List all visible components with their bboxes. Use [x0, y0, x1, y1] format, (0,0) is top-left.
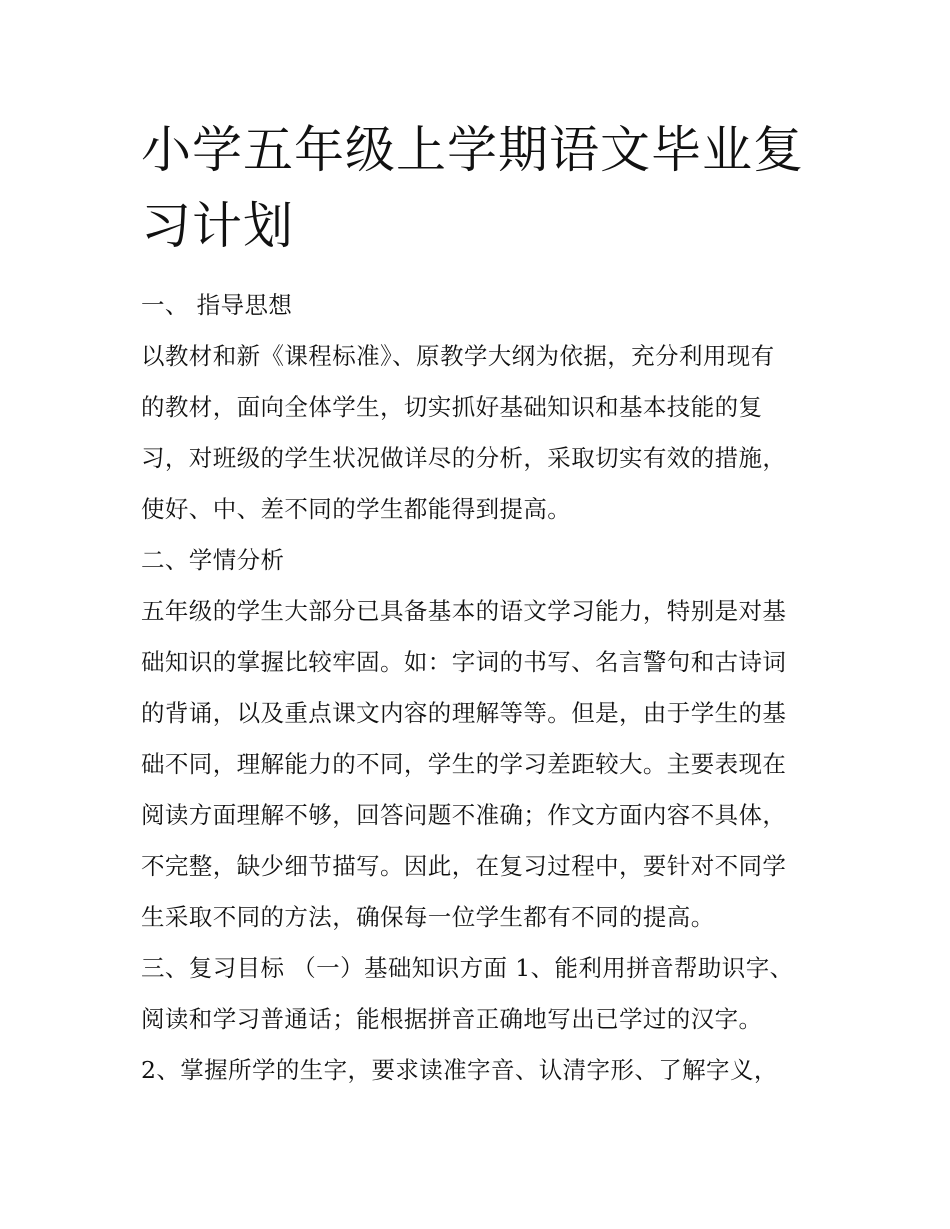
text-line: 2、掌握所学的生字，要求读准字音、认清字形、了解字义， — [141, 1056, 778, 1084]
text-line: 的背诵，以及重点课文内容的理解等等。但是，由于学生的基 — [141, 699, 787, 727]
section-heading-student-analysis: 二、学情分析 — [141, 546, 285, 574]
document-title — [141, 112, 811, 264]
text-line: 础知识的掌握比较牢固。如：字词的书写、名言警句和古诗词 — [141, 648, 787, 676]
text-line: 础不同，理解能力的不同，学生的学习差距较大。主要表现在 — [141, 750, 787, 778]
text-line: 的教材，面向全体学生，切实抓好基础知识和基本技能的复 — [141, 393, 763, 421]
text-line: 习，对班级的学生状况做详尽的分析，采取切实有效的措施， — [141, 444, 787, 472]
text-line: 生采取不同的方法，确保每一位学生都有不同的提高。 — [141, 903, 715, 931]
title-line: 小学五年级上学期语文毕业复 — [141, 121, 804, 179]
text-line: 阅读方面理解不够，回答问题不准确；作文方面内容不具体， — [141, 801, 787, 829]
text-line: 不完整，缺少细节描写。因此，在复习过程中，要针对不同学 — [141, 852, 787, 880]
section-heading-review-goals: 三、复习目标 （一）基础知识方面 1、能利用拼音帮助识字、 — [141, 954, 794, 982]
section-heading-guiding-ideology: 一、 指导思想 — [141, 291, 293, 319]
text-line: 阅读和学习普通话；能根据拼音正确地写出已学过的汉字。 — [141, 1005, 763, 1033]
title-line: 习计划 — [141, 197, 294, 255]
document-body — [141, 280, 821, 1096]
text-line: 使好、中、差不同的学生都能得到提高。 — [141, 495, 572, 523]
text-line: 五年级的学生大部分已具备基本的语文学习能力，特别是对基 — [141, 597, 787, 625]
text-line: 以教材和新《课程标准》、原教学大纲为依据，充分利用现有 — [141, 342, 775, 370]
